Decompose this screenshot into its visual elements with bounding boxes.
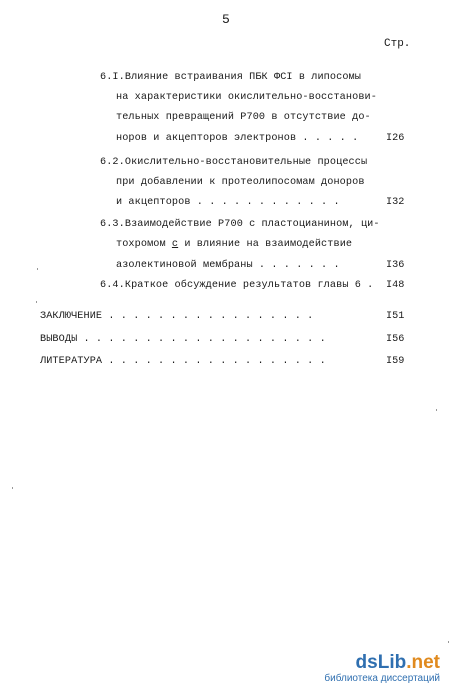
scan-speck [436, 409, 437, 411]
toc-entry-6-1-line1: 6.I.Влияние встраивания ПБК ФСI в липосомы [100, 72, 361, 83]
toc-entry-6-2-page: I32 [386, 197, 405, 208]
toc-entry-6-3-line3: азолектиновой мембраны . . . . . . . [116, 260, 340, 271]
scan-speck [36, 301, 37, 303]
toc-entry-6-4-page: I48 [386, 280, 405, 291]
toc-entry-6-3-page: I36 [386, 260, 405, 271]
page-number: 5 [222, 12, 230, 27]
watermark-subtitle: библиотека диссертаций [324, 673, 440, 684]
scan-speck [12, 487, 13, 489]
toc-literature-page: I59 [386, 356, 405, 367]
toc-entry-6-2-line2: при добавлении к протеолипосомам доноров [116, 177, 365, 188]
cytochrome-c-letter: с [171, 239, 179, 250]
logo-main-text: dsLib [355, 652, 407, 673]
toc-entry-6-3-line1: 6.3.Взаимодействие Р700 с пластоцианином, ци- [100, 219, 380, 230]
toc-entry-6-1-line4: норов и акцепторов электронов . . . . . [116, 133, 359, 144]
dslib-logo [324, 653, 440, 673]
toc-entry-6-3-line2-end: и влияние на взаимодействие [178, 239, 353, 250]
toc-literature: ЛИТЕРАТУРА . . . . . . . . . . . . . . . . . . [40, 356, 326, 367]
scan-speck [37, 268, 38, 270]
toc-entry-6-1-line2: на характеристики окислительно-восстанови- [116, 92, 377, 103]
logo-accent-text: .net [406, 652, 440, 673]
toc-findings-page: I56 [386, 334, 405, 345]
pages-column-header: Стр. [384, 38, 411, 50]
toc-entry-6-3-line2 [116, 239, 352, 250]
toc-entry-6-1-line3: тельных превращений Р700 в отсутствие до- [116, 112, 371, 123]
toc-entry-6-2-line3: и акцепторов . . . . . . . . . . . . [116, 197, 340, 208]
toc-entry-6-4-line1: 6.4.Краткое обсуждение результатов главы 6 . [100, 280, 374, 291]
toc-findings: ВЫВОДЫ . . . . . . . . . . . . . . . . . . . . [40, 334, 326, 345]
toc-entry-6-3-line2-start: тохромом [116, 239, 172, 250]
toc-entry-6-1-page: I26 [386, 133, 405, 144]
toc-entry-6-2-line1: 6.2.Окислительно-восстановительные процессы [100, 157, 368, 168]
scan-speck [448, 641, 449, 643]
toc-conclusion-page: I51 [386, 311, 405, 322]
dslib-watermark [324, 653, 440, 685]
toc-conclusion: ЗАКЛЮЧЕНИЕ . . . . . . . . . . . . . . . . . [40, 311, 314, 322]
